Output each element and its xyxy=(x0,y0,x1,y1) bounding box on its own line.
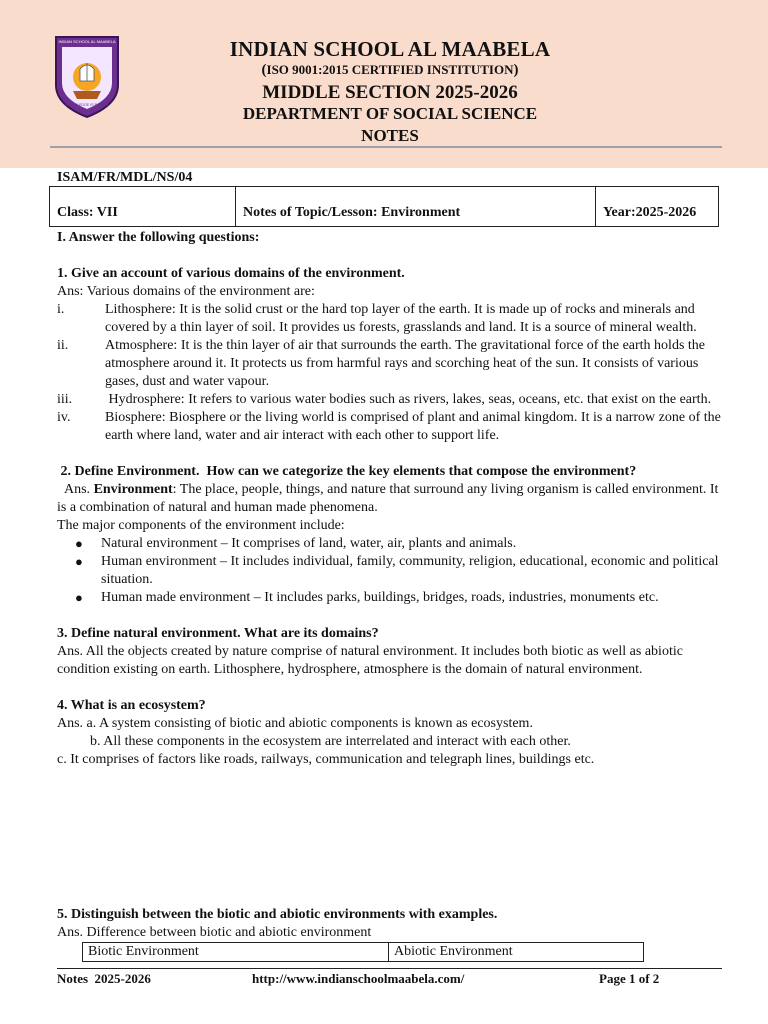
question-5: 5. Distinguish between the biotic and abiotic environments with examples. xyxy=(57,907,498,922)
iso-certification: (ISO 9001:2015 CERTIFIED INSTITUTION) xyxy=(261,62,519,78)
abiotic-header: Abiotic Environment xyxy=(389,943,644,962)
notes-content xyxy=(57,229,721,769)
footer-website-link[interactable]: http://www.indianschoolmaabela.com/ xyxy=(252,971,465,986)
doc-type-title: NOTES xyxy=(361,126,419,145)
list-item: iii. Hydrosphere: It refers to various water bodies such as rivers, lakes, seas, oceans, etc. that exist on the earth. xyxy=(57,392,712,407)
components-intro: The major components of the environment include: xyxy=(57,518,345,533)
list-item: ● Human made environment – It includes parks, buildings, bridges, roads, industries, monuments etc. xyxy=(75,590,659,605)
list-item: ● Human environment – It includes individual, family, community, religion, educational, economic and political situation. xyxy=(75,554,719,587)
document-reference: ISAM/FR/MDL/NS/04 xyxy=(57,170,193,185)
question-2: 2. Define Environment. How can we categorize the key elements that compose the environment? xyxy=(57,464,637,479)
svg-text:KNOWLEDGE IS POWER: KNOWLEDGE IS POWER xyxy=(65,103,109,107)
page-number: Page 1 of 2 xyxy=(599,971,660,986)
year-cell: Year:2025-2026 xyxy=(596,187,719,227)
footer-notes: Notes 2025-2026 xyxy=(57,971,151,986)
answer-3: Ans. All the objects created by nature comprise of natural environment. It includes both biotic as well as abiotic condition existing on earth. Lithosphere, hydrosphere, atmosphere is the domain of natural environment. xyxy=(57,644,683,677)
info-table xyxy=(49,186,719,227)
topic-cell: Notes of Topic/Lesson: Environment xyxy=(236,187,596,227)
question-5-block xyxy=(57,906,721,942)
question-1: 1. Give an account of various domains of the environment. xyxy=(57,266,405,281)
answer-5-intro: Ans. Difference between biotic and abiotic environment xyxy=(57,925,372,940)
list-item: iv. Biosphere: Biosphere or the living world is comprised of plant and animal kingdom. It is a narrow zone of the earth where land, water and air interact with each other to support life. xyxy=(57,410,721,443)
header-divider xyxy=(50,146,722,148)
list-item: ii. Atmosphere: It is the thin layer of air that surrounds the earth. The gravitational force of the earth holds the atmosphere around it. It protects us from harmful rays and scorching heat of the sun. It consists of various gases, dust and water vapour. xyxy=(57,338,705,389)
answer-4b: b. All these components in the ecosystem are interrelated and interact with each other. xyxy=(90,734,571,749)
class-cell: Class: VII xyxy=(50,187,236,227)
department-title: DEPARTMENT OF SOCIAL SCIENCE xyxy=(242,104,538,123)
answer-1-intro: Ans: Various domains of the environment are: xyxy=(57,284,315,299)
question-3: 3. Define natural environment. What are its domains? xyxy=(57,626,379,641)
question-4: 4. What is an ecosystem? xyxy=(57,698,206,713)
biotic-header: Biotic Environment xyxy=(83,943,389,962)
footer-divider xyxy=(57,968,722,969)
comparison-table xyxy=(82,942,644,962)
answer-4c: c. It comprises of factors like roads, railways, communication and telegraph lines, buildings etc. xyxy=(57,752,595,767)
list-item: ● Natural environment – It comprises of land, water, air, plants and animals. xyxy=(75,536,517,551)
answer-4a: Ans. a. A system consisting of biotic and abiotic components is known as ecosystem. xyxy=(57,716,533,731)
section-title: MIDDLE SECTION 2025-2026 xyxy=(262,82,518,103)
answer-2: Ans. Environment: The place, people, things, and nature that surround any living organism is called environment. It is a combination of natural and human made phenomena. xyxy=(57,482,719,515)
school-name: INDIAN SCHOOL AL MAABELA xyxy=(229,37,551,61)
section-heading: I. Answer the following questions: xyxy=(57,230,260,245)
list-item: i. Lithosphere: It is the solid crust or the hard top layer of the earth. It is made up of rocks and minerals and covered by a thin layer of soil. It provides us forests, grasslands and land. It is a source of mineral wealth. xyxy=(57,302,697,335)
svg-text:INDIAN SCHOOL AL MAABELA: INDIAN SCHOOL AL MAABELA xyxy=(58,39,116,44)
